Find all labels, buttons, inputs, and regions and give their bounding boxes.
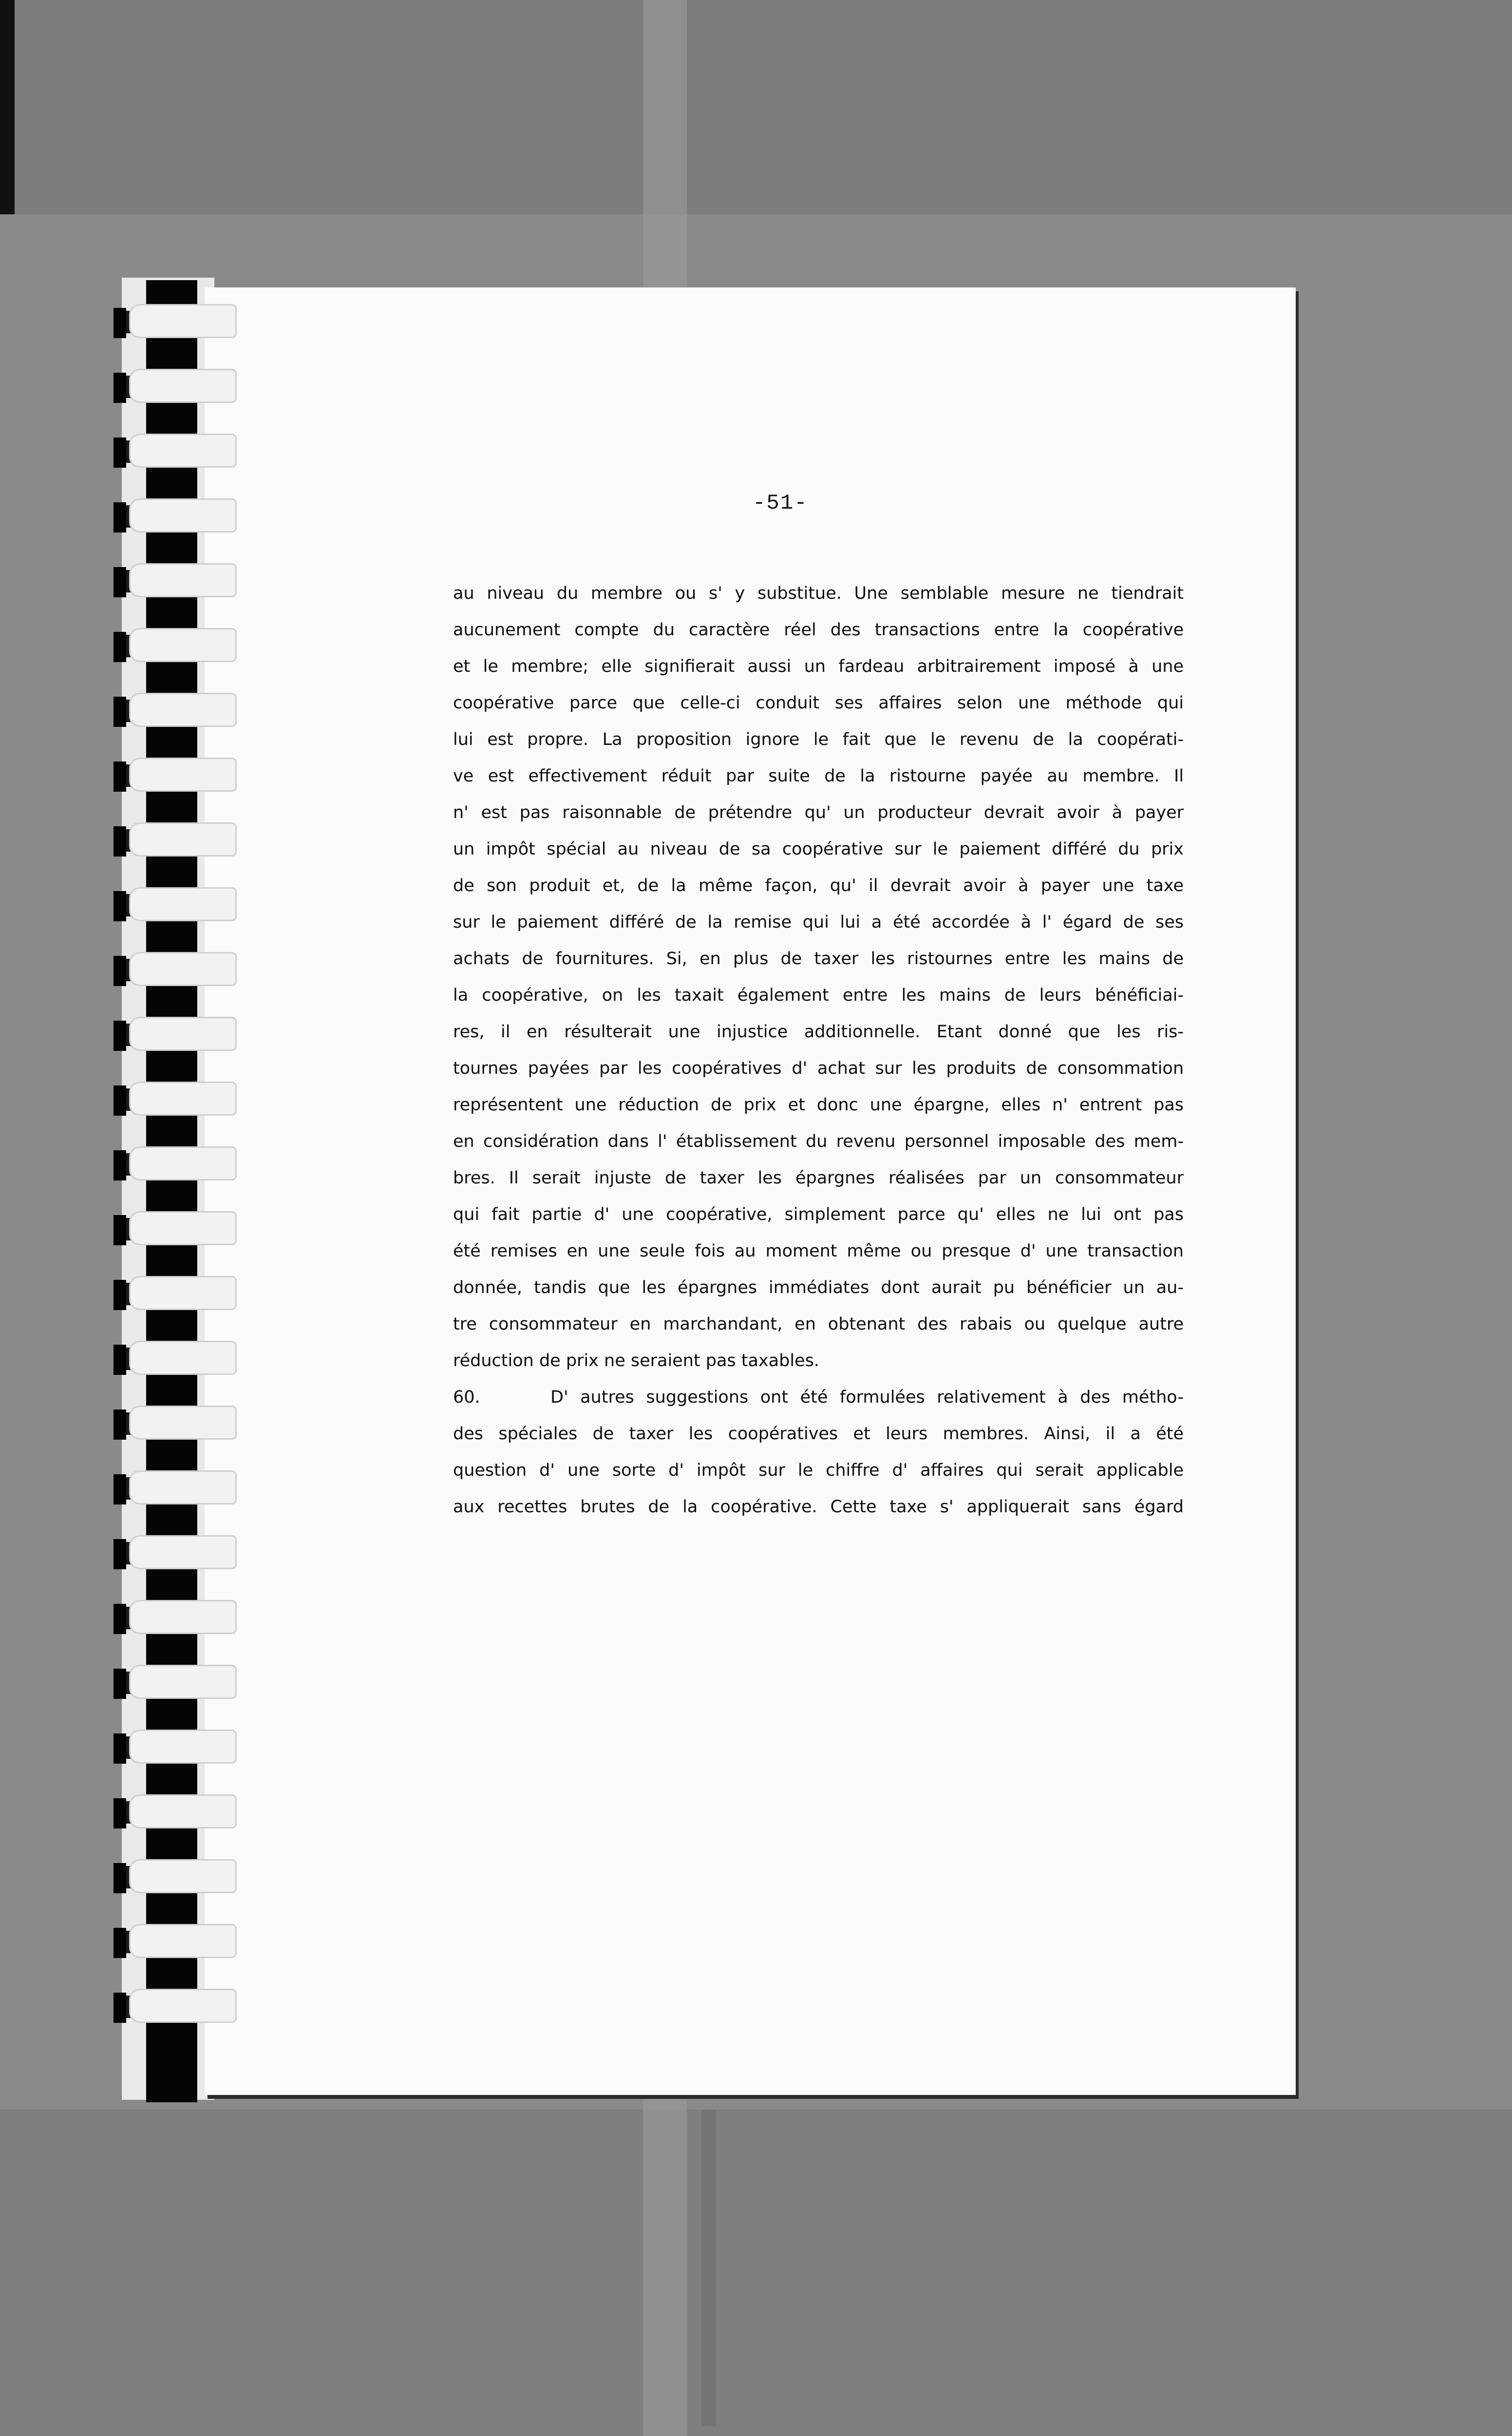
binding-ring [105,1792,246,1831]
text-line: qui fait partie d' une coopérative, simplement parce qu' elles ne lui ont pas [453,1205,1184,1224]
binding-ring [105,1144,246,1183]
binding-ring [105,1922,246,1961]
binding-ring [105,1015,246,1054]
binding-ring-part [129,1730,237,1764]
binding-ring-part [129,758,237,792]
body-text [453,584,1184,1534]
binding-ring-part [129,693,237,727]
binding-ring [105,1533,246,1572]
binding-ring [105,756,246,795]
binding-ring [105,367,246,406]
binding-ring-part [113,438,126,468]
page-number: -51- [753,491,808,515]
binding-ring [105,950,246,989]
binding-ring-part [113,1150,126,1180]
binding-ring-part [129,498,237,533]
binding-ring [105,885,246,924]
binding-ring-part [129,1082,237,1116]
binding-ring-part [129,1859,237,1893]
text-line: et le membre; elle signifierait aussi un fardeau arbitrairement imposé à une [453,657,1184,676]
binding-ring-part [129,1924,237,1958]
binding-ring-part [113,761,126,792]
binding-ring [105,1857,246,1896]
binding-ring-part [113,1928,126,1958]
binding-ring-part [113,1021,126,1051]
background-lower [0,2110,1512,2436]
binding-ring-part [129,1406,237,1440]
binding-ring-part [129,628,237,662]
text-line: aucunement compte du caractère réel des transactions entre la coopérative [453,620,1184,640]
text-line: sur le paiement différé de la remise qui lui a été accordée à l' égard de ses [453,913,1184,932]
binding-ring-part [113,1733,126,1764]
binding-ring-part [129,1276,237,1310]
binding-ring-part [113,697,126,727]
spiral-binding [105,302,246,2066]
binding-ring-part [129,1017,237,1051]
binding-ring [105,432,246,471]
text-line: aux recettes brutes de la coopérative. Cette taxe s' appliquerait sans égard [453,1497,1184,1517]
text-line: représentent une réduction de prix et donc une épargne, elles n' entrent pas [453,1095,1184,1115]
binding-ring-part [129,1146,237,1180]
text-line: tre consommateur en marchandant, en obtenant des rabais ou quelque autre [453,1314,1184,1334]
binding-ring-part [113,632,126,662]
paragraph-60-first-line [453,1388,1184,1424]
paragraph-number: 60. [453,1388,480,1407]
binding-ring-part [113,826,126,856]
binding-ring-part [129,952,237,986]
text-line: un impôt spécial au niveau de sa coopérative sur le paiement différé du prix [453,839,1184,859]
text-line: en considération dans l' établissement du revenu personnel imposable des mem- [453,1132,1184,1151]
binding-ring-part [113,1085,126,1116]
binding-ring-part [113,1280,126,1310]
binding-ring [105,820,246,859]
binding-ring-part [113,1863,126,1893]
text-line: au niveau du membre ou s' y substitue. Une semblable mesure ne tiendrait [453,584,1184,603]
binding-ring [105,1404,246,1443]
text-line: ve est effectivement réduit par suite de la ristourne payée au membre. Il [453,766,1184,786]
binding-ring [105,1209,246,1248]
binding-ring-part [129,1989,237,2023]
binding-ring-part [113,1669,126,1699]
binding-ring-part [129,1211,237,1245]
binding-ring-part [129,563,237,597]
binding-ring [105,1468,246,1507]
binding-ring [105,302,246,341]
binding-ring-part [113,1993,126,2023]
text-line: réduction de prix ne seraient pas taxables. [453,1351,819,1370]
binding-ring-part [113,502,126,533]
text-line: tournes payées par les coopératives d' achat sur les produits de consommation [453,1059,1184,1078]
tape-strip-lower [701,2110,716,2426]
binding-ring-part [129,1341,237,1375]
binding-ring [105,1663,246,1702]
text-line: achats de fournitures. Si, en plus de taxer les ristournes entre les mains de [453,949,1184,969]
binding-ring-part [129,822,237,856]
binding-ring-part [129,1470,237,1504]
binding-ring-part [113,1539,126,1569]
binding-ring [105,496,246,535]
binding-ring-part [113,308,126,338]
text-line: D' autres suggestions ont été formulées relativement à des métho- [550,1388,1184,1407]
binding-ring [105,626,246,665]
binding-ring-part [129,1665,237,1699]
binding-ring-part [113,891,126,921]
binding-ring [105,1274,246,1313]
binding-ring-part [113,1798,126,1828]
text-line: bres. Il serait injuste de taxer les épargnes réalisées par un consommateur [453,1168,1184,1188]
binding-ring-part [129,369,237,403]
binding-ring-part [129,304,237,338]
binding-ring-part [113,1474,126,1504]
binding-ring [105,1987,246,2026]
text-line: res, il en résulterait une injustice additionnelle. Etant donné que les ris- [453,1022,1184,1042]
binding-ring-part [113,567,126,597]
binding-ring [105,691,246,730]
text-line: donnée, tandis que les épargnes immédiates dont aurait pu bénéficier un au- [453,1278,1184,1297]
binding-ring-part [129,887,237,921]
binding-ring-part [129,1794,237,1828]
text-line: des spéciales de taxer les coopératives et leurs membres. Ainsi, il a été [453,1424,1184,1444]
binding-ring [105,1728,246,1767]
binding-ring-part [113,1604,126,1634]
binding-ring-part [129,1535,237,1569]
binding-ring [105,1339,246,1378]
text-line: de son produit et, de la même façon, qu' il devrait avoir à payer une taxe [453,876,1184,895]
text-line: n' est pas raisonnable de prétendre qu' un producteur devrait avoir à payer [453,803,1184,822]
text-line: question d' une sorte d' impôt sur le chiffre d' affaires qui serait applicable [453,1461,1184,1480]
binding-ring [105,1080,246,1119]
text-line: été remises en une seule fois au moment même ou presque d' une transaction [453,1241,1184,1261]
binding-ring [105,561,246,600]
text-line: lui est propre. La proposition ignore le fait que le revenu de la coopérati- [453,730,1184,749]
binding-ring-part [129,434,237,468]
binding-ring-part [113,1345,126,1375]
binding-ring-part [113,1215,126,1245]
text-line: coopérative parce que celle-ci conduit ses affaires selon une méthode qui [453,693,1184,713]
binding-ring-part [129,1600,237,1634]
binding-ring-part [113,956,126,986]
binding-ring-part [113,373,126,403]
binding-ring-part [113,1409,126,1440]
text-line: la coopérative, on les taxait également entre les mains de leurs bénéficiai- [453,986,1184,1005]
binding-ring [105,1598,246,1637]
